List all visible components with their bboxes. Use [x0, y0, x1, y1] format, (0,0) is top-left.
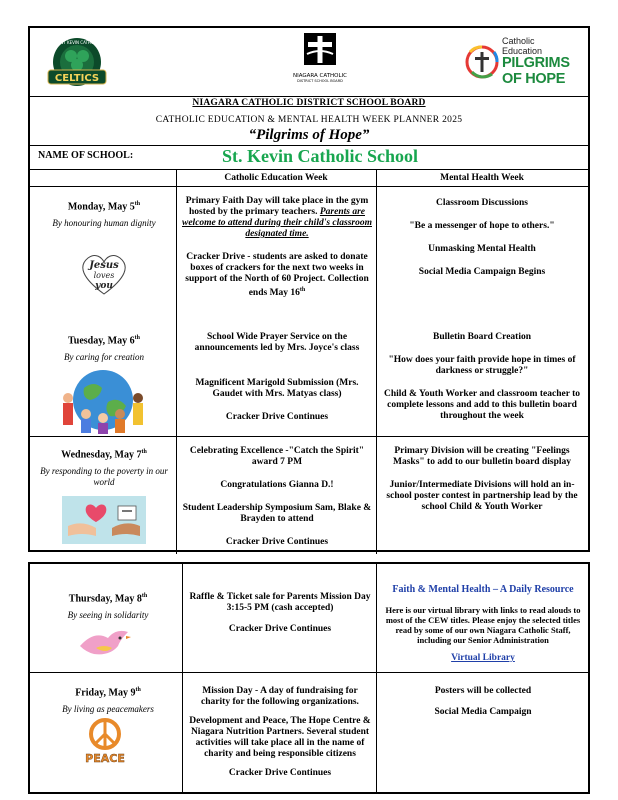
divider	[30, 96, 588, 97]
school-label: NAME OF SCHOOL:	[38, 150, 134, 161]
jesus-loves-you-image	[74, 248, 134, 298]
thursday-catholic-events: Raffle & Ticket sale for Parents Mission Day 3:15-5 PM (cash accepted) Cracker Drive Continues	[189, 592, 371, 634]
planner-page-bottom	[28, 562, 590, 794]
day-title: Wednesday, May 7th	[61, 449, 147, 461]
day-title: Thursday, May 8th	[68, 593, 148, 605]
day-monday	[34, 198, 174, 229]
board-logo	[280, 32, 360, 92]
celtics-ring-text: SAINT KEVIN CATHOLIC	[53, 40, 101, 45]
pilgrims-big-text-2: OF HOPE	[502, 71, 566, 87]
thursday-mental-events: Faith & Mental Health – A Daily Resource Here is our virtual library with links to read alouds to most of the CEW titles. Please enjoy the selected titles read by some of our own Niagara Catholic Staff, including our Senior Administration Virtual Library	[382, 584, 584, 676]
planner-title: CATHOLIC EDUCATION & MENTAL HEALTH WEEK PLANNER 2025	[155, 115, 463, 125]
column-divider	[376, 564, 377, 792]
day-title: Tuesday, May 6th	[68, 335, 140, 347]
virtual-library-link[interactable]: Virtual Library	[451, 653, 515, 663]
dove-image	[76, 624, 132, 664]
wednesday-mental-events: Primary Division will be creating "Feelings Masks" to add to our bulletin board display Junior/Intermediate Divisions will hold an in-school poster contest in partnership lead by the school Child & Youth Worker	[386, 446, 578, 512]
day-theme: By living as peacemakers	[62, 704, 154, 715]
pilgrims-small-text: Catholic Education	[502, 36, 543, 56]
day-theme: By caring for creation	[64, 352, 144, 363]
day-title: Friday, May 9th	[75, 687, 141, 699]
board-name: NIAGARA CATHOLIC DISTRICT SCHOOL BOARD	[192, 98, 426, 108]
column-divider	[176, 169, 177, 554]
monday-catholic-events: Primary Faith Day will take place in the gym hosted by the primary teachers. Parents are welcome to attend during their child's classroom designated time. Cracker Drive - students are asked to donate boxes of crackers for the next two weeks in support of the North of 60 Project. Collection ends May 16th	[182, 196, 373, 299]
peace-image	[70, 716, 140, 766]
wednesday-catholic-events: Celebrating Excellence -"Catch the Spirit" award 7 PM Congratulations Gianna D.! Student Leadership Symposium Sam, Blake & Brayden to attend Cracker Drive Continues	[182, 446, 372, 547]
friday-mental-events: Posters will be collected Social Media Campaign	[434, 686, 532, 717]
day-theme: By responding to the poverty in our world	[40, 466, 168, 488]
monday-mental-events: Classroom Discussions "Be a messenger of hope to others." Unmasking Mental Health Social Media Campaign Begins	[409, 198, 555, 277]
school-name: St. Kevin Catholic School	[221, 146, 418, 166]
pilgrims-of-hope-logo	[464, 36, 584, 92]
day-thursday	[38, 590, 178, 621]
column-header-mental: Mental Health Week	[440, 173, 524, 183]
svg-text:you: you	[95, 281, 113, 291]
tuesday-catholic-events: School Wide Prayer Service on the announcements led by Mrs. Joyce's class Magnificent Marigold Submission (Mrs. Gaudet with Mrs. Matyas class) Cracker Drive Continues	[194, 332, 360, 422]
cross-icon	[303, 32, 337, 66]
helping-hands-image	[62, 496, 146, 544]
daily-resource-title: Faith & Mental Health – A Daily Resource	[392, 584, 574, 595]
column-divider	[182, 564, 183, 792]
pilgrims-big-text-1: PILGRIMS	[502, 55, 570, 71]
logo-row	[30, 28, 588, 98]
column-header-catholic: Catholic Education Week	[224, 173, 328, 183]
day-theme: By honouring human dignity	[52, 218, 156, 229]
theme-title: “Pilgrims of Hope”	[248, 127, 370, 143]
divider	[30, 169, 588, 170]
day-wednesday	[34, 446, 174, 488]
planner-page-top	[28, 26, 590, 552]
svg-text:loves: loves	[93, 271, 115, 280]
svg-text:Jesus: Jesus	[89, 260, 119, 271]
board-logo-caption: NIAGARA CATHOLIC	[292, 73, 348, 79]
column-divider	[376, 169, 377, 554]
day-tuesday	[34, 332, 174, 363]
friday-catholic-events: Mission Day - A day of fundraising for charity for the following organizations. Development and Peace, The Hope Centre & Niagara Nutrition Partners. Several student activities will take place all in the name of charity and being responsible citizens Cracker Drive Continues	[189, 686, 371, 778]
svg-text:PEACE: PEACE	[85, 752, 125, 765]
divider	[30, 436, 588, 437]
day-friday	[38, 684, 178, 715]
pilgrim-cross-icon	[464, 38, 500, 88]
divider	[30, 186, 588, 187]
day-theme: By seeing in solidarity	[67, 610, 149, 621]
celtics-logo	[44, 36, 110, 96]
tuesday-mental-events: Bulletin Board Creation "How does your faith provide hope in times of darkness or struggle?" Child & Youth Worker and classroom teacher to complete lessons and add to this bulletin board throughout the week	[383, 332, 581, 421]
celtics-logo-text: CELTICS	[54, 73, 100, 84]
board-logo-subcaption: DISTRICT SCHOOL BOARD	[297, 79, 343, 83]
day-title: Monday, May 5th	[67, 201, 141, 213]
earth-people-image	[56, 362, 150, 434]
